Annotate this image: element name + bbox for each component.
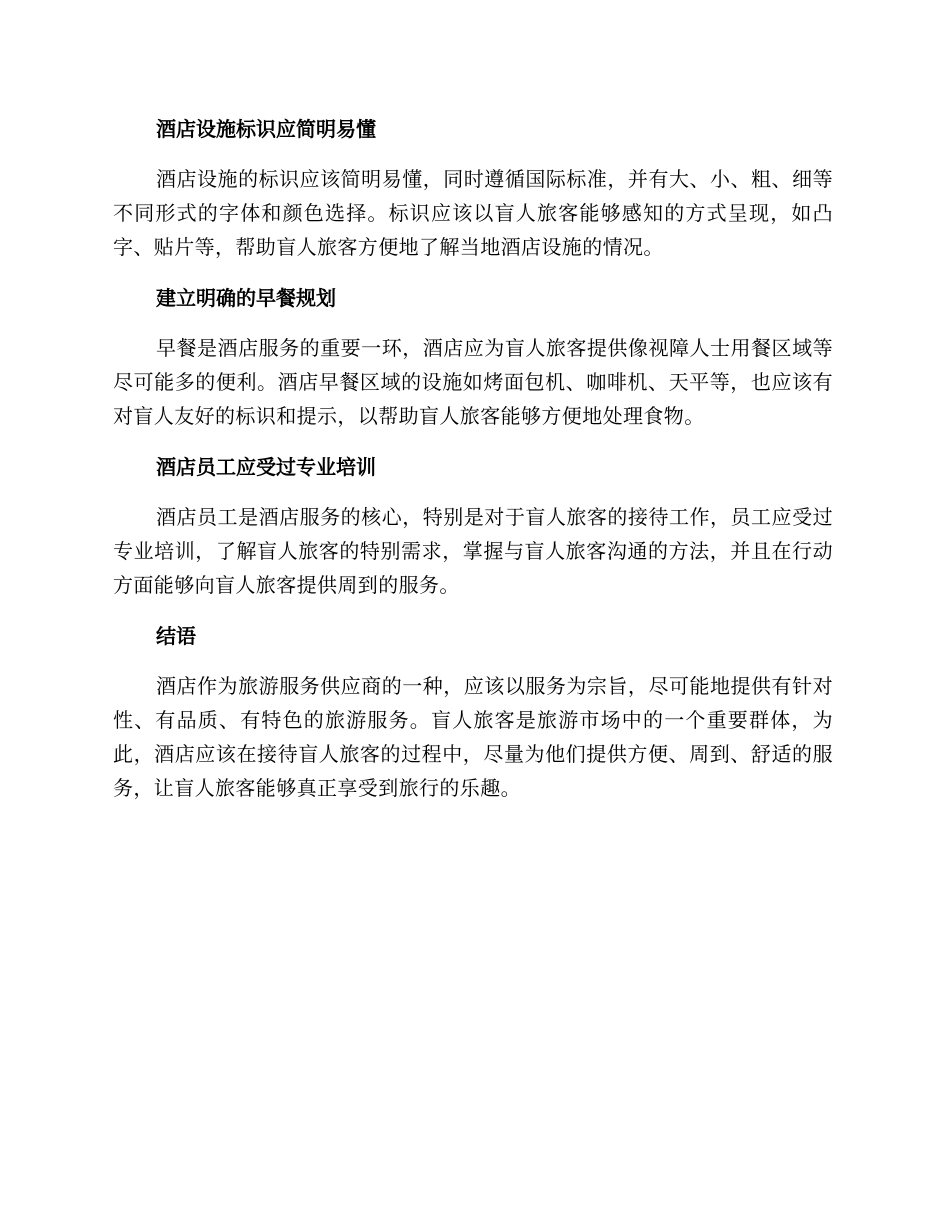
section-heading-conclusion: 结语 (156, 624, 196, 648)
section-paragraph-conclusion: 酒店作为旅游服务供应商的一种，应该以服务为宗旨，尽可能地提供有针对性、有品质、有特色的旅游服务。盲人旅客是旅游市场中的一个重要群体，为此，酒店应该在接待盲人旅客的过程中，尽量为他们提供方便、周到、舒适的服务，让盲人旅客能够真正享受到旅行的乐趣。 (113, 674, 833, 800)
section-heading-signage: 酒店设施标识应简明易懂 (156, 117, 376, 141)
section-paragraph-breakfast: 早餐是酒店服务的重要一环，酒店应为盲人旅客提供像视障人士用餐区域等尽可能多的便利。酒店早餐区域的设施如烤面包机、咖啡机、天平等，也应该有对盲人友好的标识和提示，以帮助盲人旅客能够方便地处理食物。 (113, 336, 833, 428)
section-heading-staff-training: 酒店员工应受过专业培训 (156, 455, 376, 479)
section-heading-breakfast: 建立明确的早餐规划 (156, 286, 336, 310)
section-paragraph-signage: 酒店设施的标识应该简明易懂，同时遵循国际标准，并有大、小、粗、细等不同形式的字体和颜色选择。标识应该以盲人旅客能够感知的方式呈现，如凸字、贴片等，帮助盲人旅客方便地了解当地酒店设施的情况。 (113, 167, 833, 259)
document-body (113, 112, 833, 822)
section-paragraph-staff-training: 酒店员工是酒店服务的核心，特别是对于盲人旅客的接待工作，员工应受过专业培训，了解盲人旅客的特别需求，掌握与盲人旅客沟通的方法，并且在行动方面能够向盲人旅客提供周到的服务。 (113, 505, 833, 597)
